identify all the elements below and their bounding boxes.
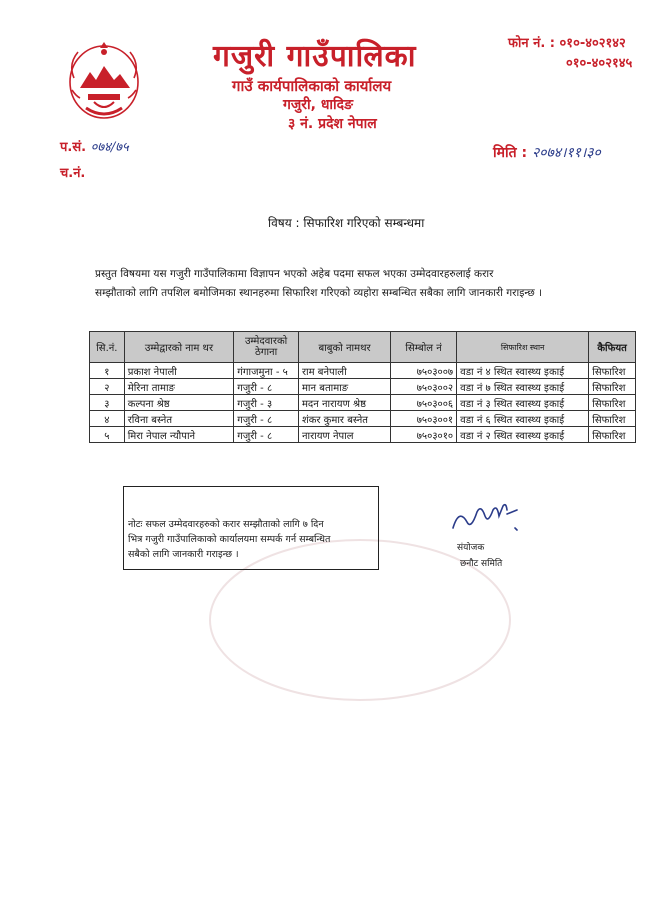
emblem-logo-icon	[64, 38, 144, 122]
cell-sn: ३	[90, 395, 125, 411]
body-paragraph	[95, 265, 640, 303]
cell-place: वडा नं ३ स्थित स्वास्थ्य इकाई	[457, 395, 589, 411]
office-province: ३ नं. प्रदेश नेपाल	[288, 116, 377, 132]
cell-name: कल्पना श्रेष्ठ	[124, 395, 234, 411]
cell-father: मान बतामाङ	[298, 379, 390, 395]
cell-father: मदन नारायण श्रेष्ठ	[298, 395, 390, 411]
signatory-title: संयोजक	[457, 543, 485, 553]
header-father: बाबुको नामथर	[298, 332, 390, 363]
note-line-1: नोटः सफल उम्मेदवारहरुको करार सम्झौताको लागि ७ दिन	[128, 519, 324, 530]
date-label: मिति :	[493, 145, 528, 161]
note-box	[123, 486, 379, 570]
candidate-table	[89, 331, 636, 443]
cell-remarks: सिफारिश	[589, 411, 636, 427]
table-row	[90, 411, 636, 427]
cell-father: शंकर कुमार बस्नेत	[298, 411, 390, 427]
reference-value: ०७४/७५	[90, 140, 129, 155]
note-line-3: सबैको लागि जानकारी गराइन्छ ।	[128, 549, 239, 560]
signatory-committee: छनौट समिति	[460, 559, 503, 569]
cell-address: गजुरी - ८	[234, 379, 299, 395]
cell-place: वडा नं ७ स्थित स्वास्थ्य इकाई	[457, 379, 589, 395]
cell-remarks: सिफारिश	[589, 363, 636, 379]
cell-address: गंगाजमुना - ५	[234, 363, 299, 379]
cell-remarks: सिफारिश	[589, 379, 636, 395]
cell-name: रविना बस्नेत	[124, 411, 234, 427]
cell-symbol: ७५०३००१	[391, 411, 457, 427]
table-row	[90, 379, 636, 395]
cell-symbol: ७५०३०१०	[391, 427, 457, 443]
cell-name: प्रकाश नेपाली	[124, 363, 234, 379]
table-row	[90, 363, 636, 379]
signature-icon	[449, 498, 529, 540]
table-header-row	[90, 332, 636, 363]
cell-address: गजुरी - ८	[234, 411, 299, 427]
office-place: गजुरी, धादिङ	[283, 97, 354, 113]
subject-line: विषय : सिफारिश गरिएको सम्बन्धमा	[268, 216, 425, 230]
body-line-1: प्रस्तुत विषयमा यस गजुरी गाउँपालिकामा विज्ञापन भएको अहेब पदमा सफल भएका उम्मेदवारहरुलाई करार	[95, 268, 494, 280]
cell-remarks: सिफारिश	[589, 427, 636, 443]
header-name: उम्मेद्वारको नाम थर	[124, 332, 234, 363]
cell-father: नारायण नेपाल	[298, 427, 390, 443]
note-line-2: भित्र गजुरी गाउँपालिकाको कार्यालयमा सम्पर्क गर्न सम्बन्धित	[128, 534, 331, 545]
header-sn: सि.नं.	[90, 332, 125, 363]
header-symbol: सिम्बोल नं	[391, 332, 457, 363]
cell-place: वडा नं २ स्थित स्वास्थ्य इकाई	[457, 427, 589, 443]
office-name: गाउँ कार्यपालिकाको कार्यालय	[232, 77, 392, 95]
body-line-2: सम्झौताको लागि तपशिल बमोजिमका स्थानहरुमा सिफारिश गरिएको व्यहोरा सम्बन्धित सबैका लागि जानकारी गराइन्छ ।	[95, 287, 543, 299]
phone-line-1	[508, 33, 626, 51]
cell-sn: ४	[90, 411, 125, 427]
cell-remarks: सिफारिश	[589, 395, 636, 411]
header-address: उम्मेदवारको ठेगाना	[234, 332, 299, 363]
org-name: गजुरी गाउँपालिका	[213, 39, 417, 74]
date-value: २०७४।११।३०	[531, 145, 601, 161]
cell-address: गजुरी - ८	[234, 427, 299, 443]
phone-label: फोन नं. :	[508, 36, 556, 51]
cell-symbol: ७५०३००६	[391, 395, 457, 411]
chalani-label: च.नं.	[60, 166, 86, 181]
cell-symbol: ७५०३००७	[391, 363, 457, 379]
phone-number-1: ०१०-४०२१४२	[559, 36, 626, 51]
cell-symbol: ७५०३००२	[391, 379, 457, 395]
reference-label: प.सं.	[60, 140, 87, 155]
table-row	[90, 395, 636, 411]
table-row	[90, 427, 636, 443]
cell-father: राम बनेपाली	[298, 363, 390, 379]
phone-number-2: ०१०-४०२१४५	[566, 56, 633, 71]
cell-sn: २	[90, 379, 125, 395]
reference-number	[60, 137, 129, 155]
cell-name: मिरा नेपाल न्यौपाने	[124, 427, 234, 443]
cell-name: मेरिना तामाङ	[124, 379, 234, 395]
header-remarks: कैफियत	[589, 332, 636, 363]
cell-sn: ५	[90, 427, 125, 443]
cell-sn: १	[90, 363, 125, 379]
note-text	[128, 517, 330, 562]
cell-place: वडा नं ४ स्थित स्वास्थ्य इकाई	[457, 363, 589, 379]
header-place: सिफारिश स्थान	[457, 332, 589, 363]
date-field	[493, 143, 601, 162]
cell-address: गजुरी - ३	[234, 395, 299, 411]
cell-place: वडा नं ६ स्थित स्वास्थ्य इकाई	[457, 411, 589, 427]
